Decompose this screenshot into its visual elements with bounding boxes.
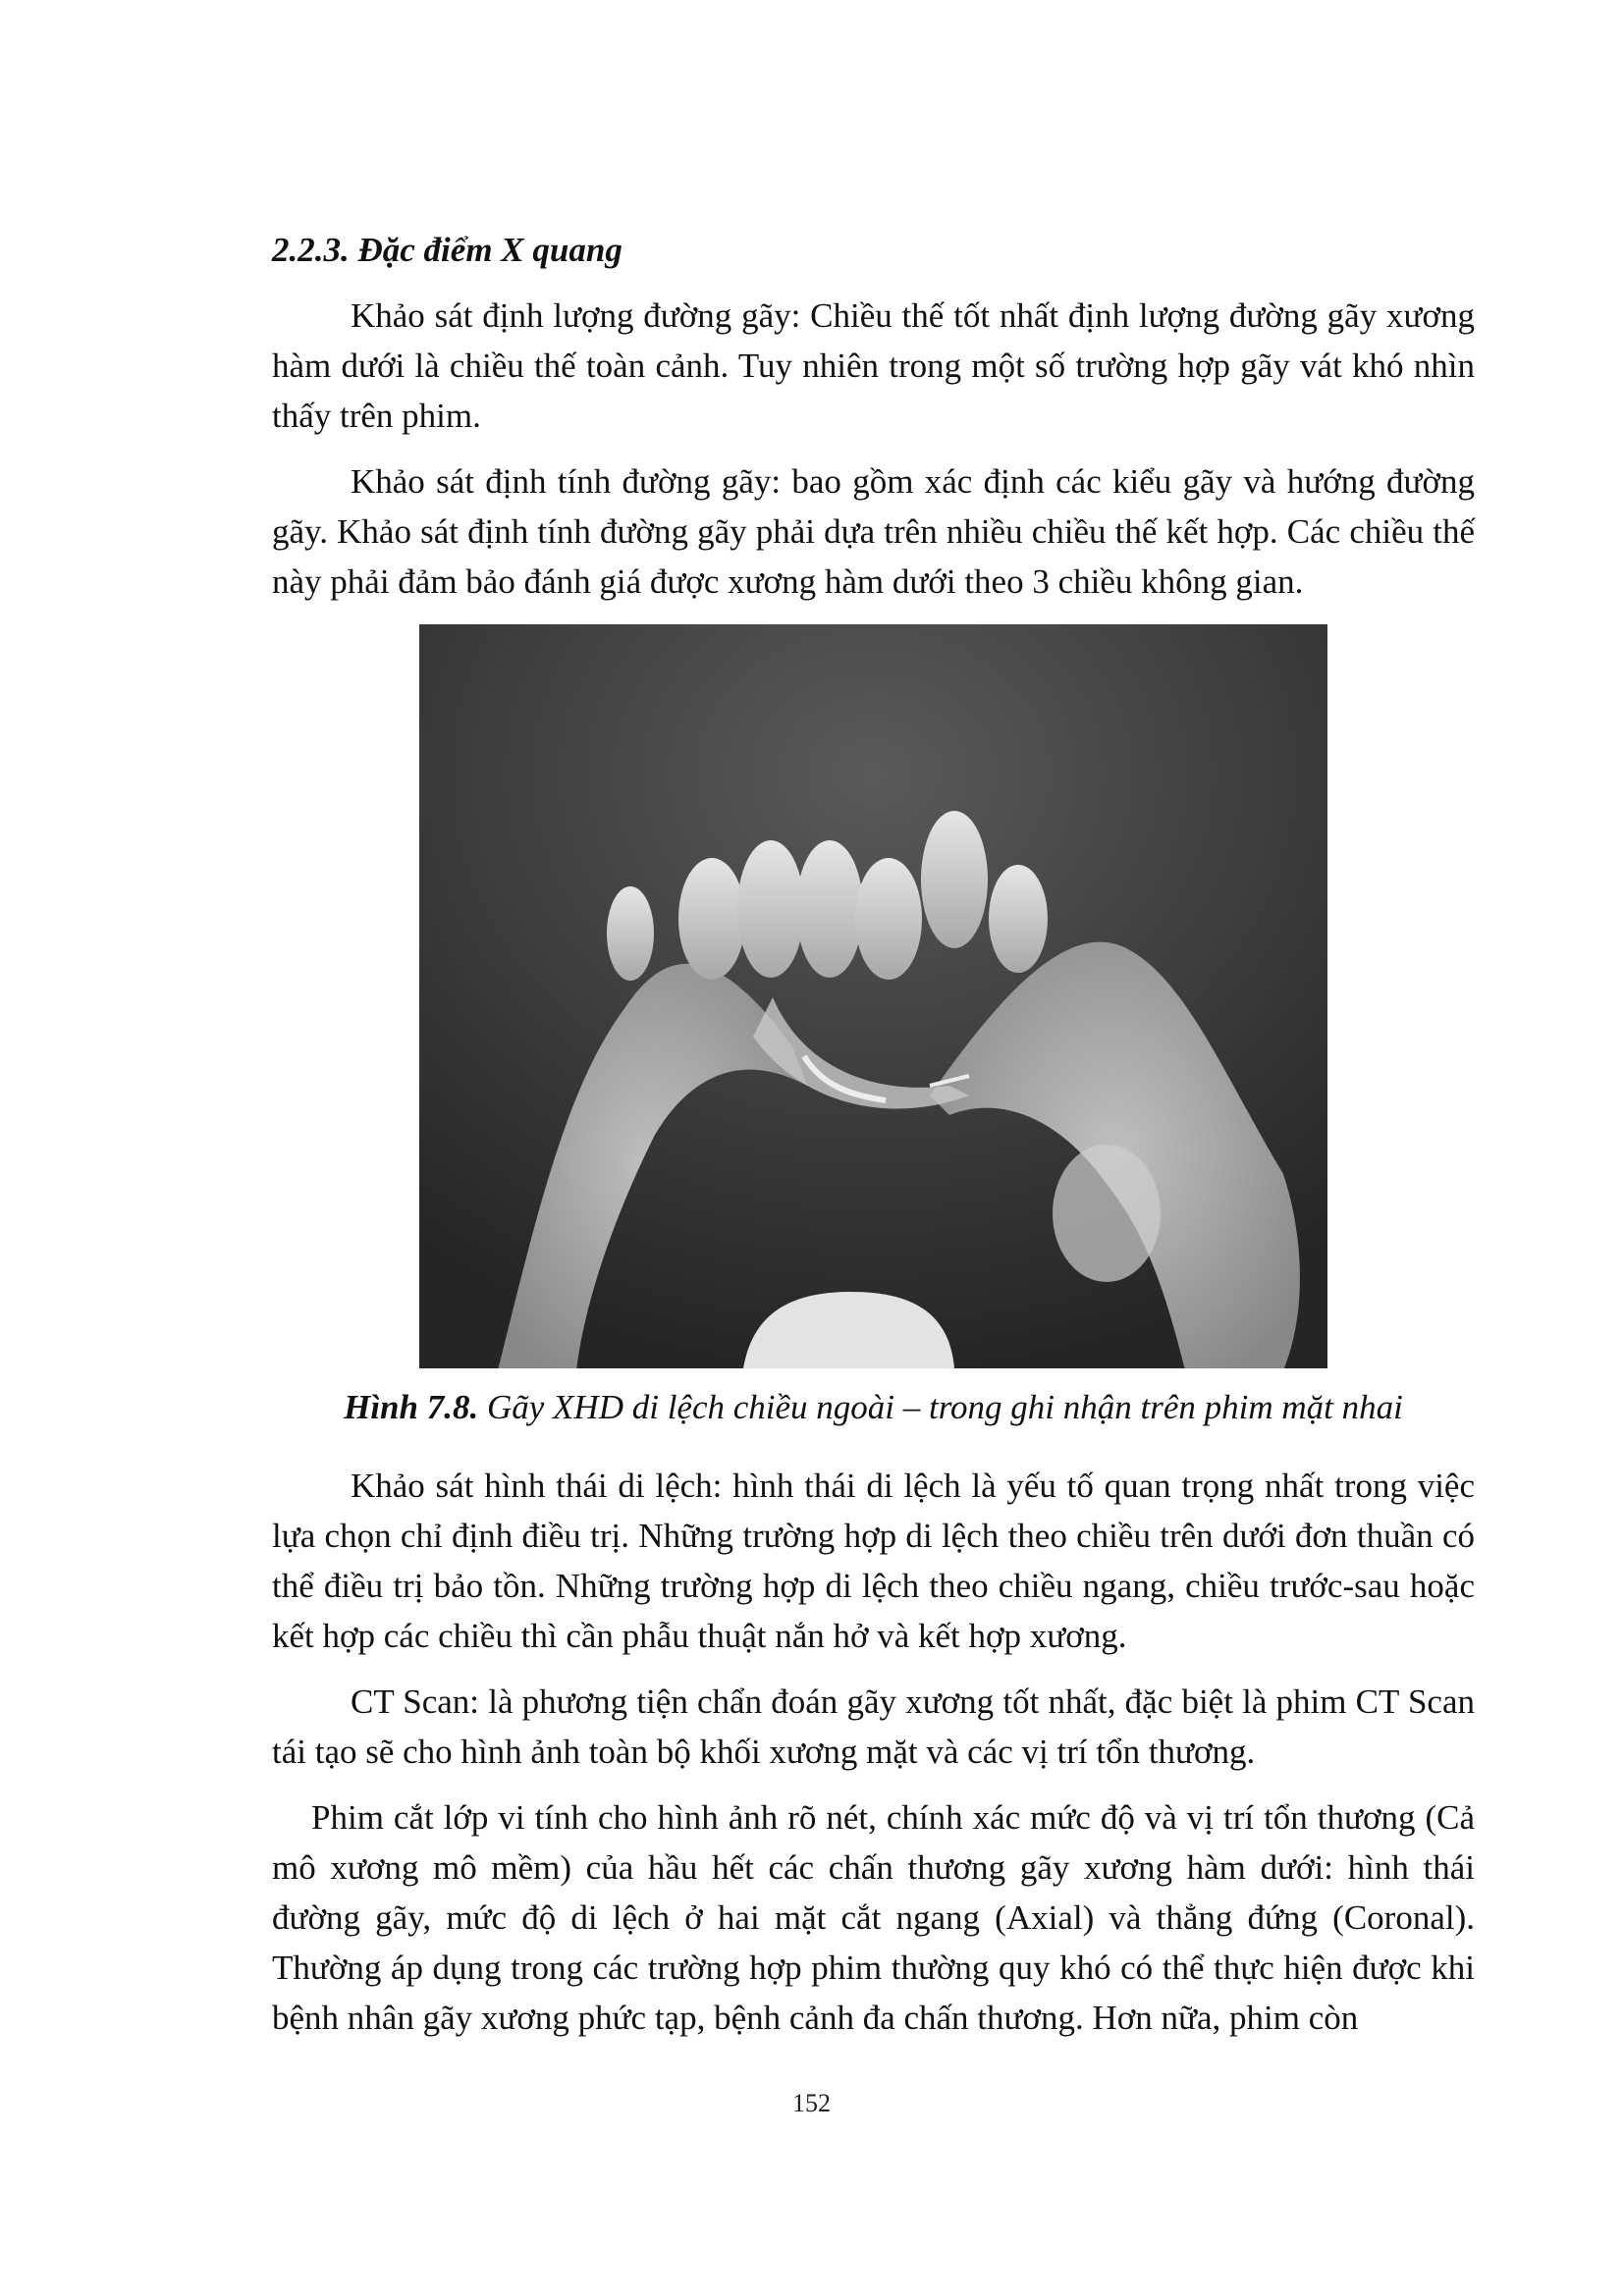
paragraph-displacement: Khảo sát hình thái di lệch: hình thái di lệch là yếu tố quan trọng nhất trong việc lựa chọn chỉ định điều trị. Những trường hợp di lệch theo chiều trên dưới đơn thuần có thể điều trị bảo tồn. Những trường hợp di lệch theo chiều ngang, chiều trước-sau hoặc kết hợp các chiều thì cần phẫu thuật nắn hở và kết hợp xương. xyxy=(272,1467,1475,1655)
paragraph-ct-detail: Phim cắt lớp vi tính cho hình ảnh rõ nét, chính xác mức độ và vị trí tổn thương (Cả mô xương mô mềm) của hầu hết các chấn thương gãy xương hàm dưới: hình thái đường gãy, mức độ di lệch ở hai mặt cắt ngang (Axial) và thẳng đứng (Coronal). Thường áp dụng trong các trường hợp phim thường quy khó có thể thực hiện được khi bệnh nhân gãy xương phức tạp, bệnh cảnh đa chấn thương. Hơn nữa, phim còn xyxy=(272,1798,1475,2037)
top-section xyxy=(272,225,1475,607)
tooth-4 xyxy=(796,840,863,978)
paragraph-quantitative: Khảo sát định lượng đường gãy: Chiều thế tốt nhất định lượng đường gãy xương hàm dưới là chiều thế toàn cảnh. Tuy nhiên trong một số trường hợp gãy vát khó nhìn thấy trên phim. xyxy=(272,296,1475,435)
bottom-section xyxy=(272,1461,1475,2043)
figure-caption xyxy=(272,1382,1475,1432)
tooth-1 xyxy=(607,886,654,981)
tooth-5 xyxy=(855,858,922,980)
tooth-3 xyxy=(737,840,804,978)
molar-right xyxy=(1053,1145,1161,1282)
section-heading: 2.2.3. Đặc điểm X quang xyxy=(272,231,622,269)
xray-image xyxy=(419,624,1327,1368)
paragraph-ct-scan: CT Scan: là phương tiện chẩn đoán gãy xương tốt nhất, đặc biệt là phim CT Scan tái tạo sẽ cho hình ảnh toàn bộ khối xương mặt và các vị trí tổn thương. xyxy=(272,1682,1475,1771)
figure-caption-text: Gãy XHD di lệch chiều ngoài – trong ghi nhận trên phim mặt nhai xyxy=(486,1388,1403,1426)
xray-figure xyxy=(419,624,1327,1368)
tooth-6 xyxy=(921,811,988,948)
page-number: 152 xyxy=(792,2089,831,2117)
tooth-2 xyxy=(678,858,745,980)
paragraph-qualitative: Khảo sát định tính đường gãy: bao gồm xác định các kiểu gãy và hướng đường gãy. Khảo sát định tính đường gãy phải dựa trên nhiều chiều thế kết hợp. Các chiều thế này phải đảm bảo đánh giá được xương hàm dưới theo 3 chiều không gian. xyxy=(272,462,1475,601)
tooth-7 xyxy=(989,865,1048,973)
figure-label: Hình 7.8. xyxy=(344,1388,479,1426)
